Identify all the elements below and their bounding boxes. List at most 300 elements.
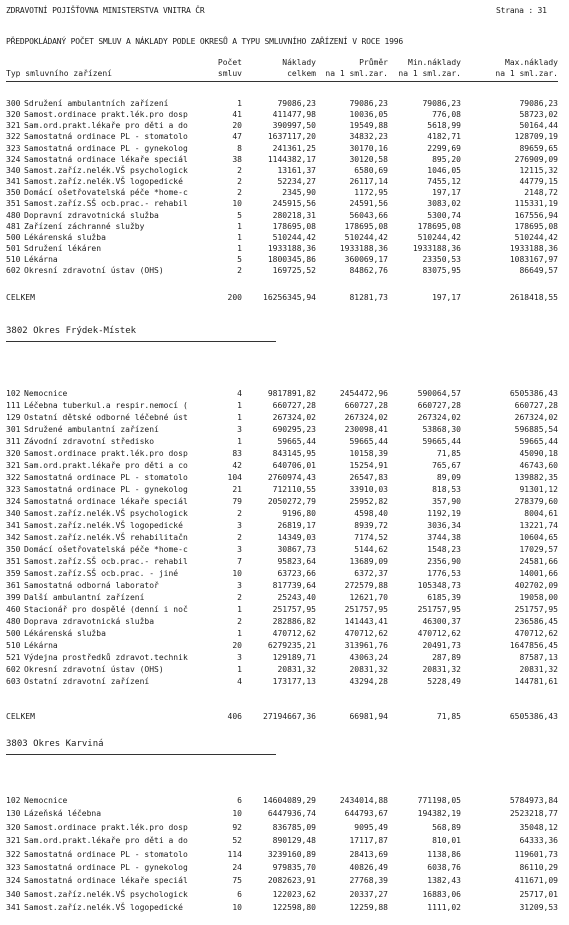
value-cell: 139882,35 xyxy=(514,473,558,482)
value-cell: 390997,50 xyxy=(272,121,316,131)
value-cell: 42 xyxy=(232,461,242,470)
header-rule xyxy=(6,81,558,82)
value-cell: 2345,90 xyxy=(282,188,316,198)
total-cell: 2618418,55 xyxy=(509,293,558,302)
value-cell: 194382,19 xyxy=(417,809,461,819)
table-row xyxy=(0,616,569,627)
type-code: 322 xyxy=(6,849,21,859)
value-cell: 267324,02 xyxy=(417,413,461,422)
type-name: Samost.zaříz.SŠ ocb.prac.- rehabil xyxy=(24,557,188,566)
value-cell: 26547,83 xyxy=(349,473,388,482)
value-cell: 79 xyxy=(232,497,242,506)
table-row xyxy=(0,795,569,806)
value-cell: 1382,43 xyxy=(427,876,461,886)
type-code: 480 xyxy=(6,617,21,626)
table-row xyxy=(0,664,569,675)
value-cell: 20491,73 xyxy=(422,641,461,650)
type-name: Nemocnice xyxy=(24,389,68,398)
type-name: Samost.ordinace prakt.lék.pro dosp xyxy=(24,449,188,458)
table-row xyxy=(0,109,569,120)
value-cell: 92 xyxy=(232,822,242,832)
type-code: 342 xyxy=(6,533,21,542)
value-cell: 83 xyxy=(232,449,242,458)
value-cell: 510244,42 xyxy=(272,232,316,242)
value-cell: 6185,39 xyxy=(427,593,461,602)
value-cell: 75 xyxy=(232,876,242,886)
total-cell: 27194667,36 xyxy=(263,712,316,721)
value-cell: 20 xyxy=(232,121,242,131)
value-cell: 141443,41 xyxy=(344,617,388,626)
type-code: 350 xyxy=(6,188,21,198)
value-cell: 282886,82 xyxy=(272,617,316,626)
type-code: 460 xyxy=(6,605,21,614)
value-cell: 10604,65 xyxy=(519,533,558,542)
value-cell: 178695,08 xyxy=(344,221,388,231)
value-cell: 9095,49 xyxy=(354,822,388,832)
value-cell: 20831,32 xyxy=(277,665,316,674)
value-cell: 46743,60 xyxy=(519,461,558,470)
table-row xyxy=(0,232,569,243)
value-cell: 24581,66 xyxy=(519,557,558,566)
table-row xyxy=(0,472,569,483)
value-cell: 30170,16 xyxy=(349,143,388,153)
value-cell: 2 xyxy=(237,593,242,602)
type-code: 321 xyxy=(6,461,21,470)
value-cell: 251757,95 xyxy=(344,605,388,614)
total-label: CELKEM xyxy=(6,712,35,721)
value-cell: 5784973,84 xyxy=(509,796,558,805)
col-cost-label-2: celkem xyxy=(287,69,316,78)
type-code: 323 xyxy=(6,863,21,872)
value-cell: 15254,91 xyxy=(349,461,388,470)
type-name: Samost.zaříz.SŠ ocb.prac.- rehabil xyxy=(24,199,188,209)
value-cell: 167556,94 xyxy=(514,210,558,220)
value-cell: 59665,44 xyxy=(519,437,558,446)
type-name: Okresní zdravotní ústav (OHS) xyxy=(24,665,164,674)
value-cell: 660727,28 xyxy=(344,401,388,410)
value-cell: 6447936,74 xyxy=(267,809,316,819)
type-code: 510 xyxy=(6,255,21,265)
value-cell: 818,53 xyxy=(432,485,461,494)
value-cell: 3083,02 xyxy=(427,199,461,209)
value-cell: 26117,14 xyxy=(349,177,388,187)
type-code: 301 xyxy=(6,425,21,434)
value-cell: 52 xyxy=(232,836,242,846)
table-row xyxy=(0,131,569,142)
value-cell: 35048,12 xyxy=(519,822,558,832)
value-cell: 25717,01 xyxy=(519,889,558,899)
value-cell: 10036,05 xyxy=(349,110,388,120)
value-cell: 12621,70 xyxy=(349,593,388,602)
type-name: Samostatná ordinace PL - stomatolo xyxy=(24,849,188,859)
value-cell: 4182,71 xyxy=(427,132,461,142)
value-cell: 596885,54 xyxy=(514,425,558,434)
value-cell: 411671,09 xyxy=(514,876,558,886)
value-cell: 119601,73 xyxy=(514,849,558,859)
value-cell: 2760974,43 xyxy=(267,473,316,482)
table-row xyxy=(0,221,569,232)
col-min-label-1: Min.náklady xyxy=(408,58,461,67)
value-cell: 9196,80 xyxy=(282,509,316,518)
value-cell: 40826,49 xyxy=(349,863,388,872)
value-cell: 79086,23 xyxy=(349,99,388,108)
col-min-label-2: na 1 sml.zar. xyxy=(398,69,461,78)
type-name: Okresní zdravotní ústav (OHS) xyxy=(24,266,164,276)
type-name: Samostatná ordinace PL - stomatolo xyxy=(24,132,188,142)
value-cell: 59665,44 xyxy=(277,437,316,446)
value-cell: 53868,30 xyxy=(422,425,461,434)
value-cell: 58723,02 xyxy=(519,110,558,120)
value-cell: 1 xyxy=(237,665,242,674)
value-cell: 3 xyxy=(237,545,242,554)
type-name: Samostatná ordinace PL - gynekolog xyxy=(24,143,188,153)
table-row xyxy=(0,436,569,447)
value-cell: 2 xyxy=(237,617,242,626)
type-code: 102 xyxy=(6,389,21,398)
value-cell: 2 xyxy=(237,509,242,518)
value-cell: 46300,37 xyxy=(422,617,461,626)
value-cell: 660727,28 xyxy=(272,401,316,410)
value-cell: 1 xyxy=(237,437,242,446)
table-row xyxy=(0,496,569,507)
type-code: 321 xyxy=(6,836,21,846)
type-name: Samost.zaříz.nelék.VŠ logopedické xyxy=(24,521,183,530)
value-cell: 128709,19 xyxy=(514,132,558,142)
type-name: Další ambulantní zařízení xyxy=(24,593,145,602)
value-cell: 3744,38 xyxy=(427,533,461,542)
value-cell: 1111,02 xyxy=(427,903,461,913)
value-cell: 10 xyxy=(232,903,242,913)
table-row xyxy=(0,902,569,913)
section-title: 3802 Okres Frýdek-Místek xyxy=(6,326,137,336)
total-row xyxy=(0,711,569,722)
type-name: Lékárenská služba xyxy=(24,232,106,242)
value-cell: 272579,88 xyxy=(344,581,388,590)
value-cell: 13161,37 xyxy=(277,165,316,175)
value-cell: 6038,76 xyxy=(427,863,461,872)
value-cell: 1933188,36 xyxy=(509,243,558,253)
value-cell: 41 xyxy=(232,110,242,120)
type-name: Lázeňská léčebna xyxy=(24,809,102,819)
value-cell: 510244,42 xyxy=(417,232,461,242)
value-cell: 360069,17 xyxy=(344,255,388,265)
total-cell: 16256345,94 xyxy=(263,293,316,302)
total-cell: 200 xyxy=(227,293,242,302)
type-name: Stacionář pro dospělé (denní i noč xyxy=(24,605,188,614)
total-cell: 197,17 xyxy=(432,293,461,302)
table-row xyxy=(0,544,569,555)
table-row xyxy=(0,198,569,209)
value-cell: 24 xyxy=(232,863,242,872)
value-cell: 690295,23 xyxy=(272,425,316,434)
value-cell: 470712,62 xyxy=(417,629,461,638)
table-row xyxy=(0,412,569,423)
value-cell: 251757,95 xyxy=(417,605,461,614)
type-name: Samostatná ordinace PL - gynekolog xyxy=(24,485,188,494)
col-avg-label-1: Průměr xyxy=(359,58,388,67)
value-cell: 1933188,36 xyxy=(267,243,316,253)
value-cell: 278379,60 xyxy=(514,497,558,506)
value-cell: 817739,64 xyxy=(272,581,316,590)
table-row xyxy=(0,448,569,459)
value-cell: 105348,73 xyxy=(417,581,461,590)
value-cell: 236586,45 xyxy=(514,617,558,626)
value-cell: 776,08 xyxy=(432,110,461,120)
type-code: 320 xyxy=(6,822,21,832)
value-cell: 17117,87 xyxy=(349,836,388,846)
value-cell: 79086,23 xyxy=(519,99,558,108)
value-cell: 411477,98 xyxy=(272,110,316,120)
total-cell: 81281,73 xyxy=(349,293,388,302)
value-cell: 4598,40 xyxy=(354,509,388,518)
col-avg-label-2: na 1 sml.zar. xyxy=(325,69,388,78)
value-cell: 31209,53 xyxy=(519,903,558,913)
type-code: 130 xyxy=(6,809,21,819)
value-cell: 64333,36 xyxy=(519,836,558,846)
type-name: Léčebna tuberkul.a respir.nemocí ( xyxy=(24,401,188,410)
value-cell: 1637117,20 xyxy=(267,132,316,142)
total-cell: 6505386,43 xyxy=(509,712,558,721)
table-row xyxy=(0,532,569,543)
table-row xyxy=(0,520,569,531)
type-code: 603 xyxy=(6,677,21,686)
value-cell: 14001,66 xyxy=(519,569,558,578)
value-cell: 14604089,29 xyxy=(263,796,316,805)
value-cell: 129189,71 xyxy=(272,653,316,662)
type-code: 480 xyxy=(6,210,21,220)
type-code: 500 xyxy=(6,232,21,242)
type-name: Ostatní zdravotní zařízení xyxy=(24,677,150,686)
value-cell: 7174,52 xyxy=(354,533,388,542)
value-cell: 19058,00 xyxy=(519,593,558,602)
value-cell: 13689,09 xyxy=(349,557,388,566)
type-code: 324 xyxy=(6,154,21,164)
value-cell: 3 xyxy=(237,521,242,530)
value-cell: 23350,53 xyxy=(422,255,461,265)
value-cell: 30867,73 xyxy=(277,545,316,554)
table-row xyxy=(0,508,569,519)
type-code: 341 xyxy=(6,903,21,913)
type-name: Samostatná ordinace lékaře speciál xyxy=(24,497,188,506)
value-cell: 2356,90 xyxy=(427,557,461,566)
value-cell: 1 xyxy=(237,413,242,422)
type-name: Lékárna xyxy=(24,255,58,265)
col-count-label-1: Počet xyxy=(217,58,242,67)
table-row xyxy=(0,808,569,819)
type-name: Sdružené ambulantní zařízení xyxy=(24,425,159,434)
type-name: Dopravní zdravotnická služba xyxy=(24,210,159,220)
value-cell: 95823,64 xyxy=(277,557,316,566)
table-row xyxy=(0,568,569,579)
type-name: Ostatní dětské odborné léčebné úst xyxy=(24,413,188,422)
type-name: Samost.ordinace prakt.lék.pro dosp xyxy=(24,822,188,832)
value-cell: 20 xyxy=(232,641,242,650)
value-cell: 470712,62 xyxy=(514,629,558,638)
value-cell: 79086,23 xyxy=(277,99,316,108)
page-number: Strana : 31 xyxy=(496,6,547,15)
type-name: Sdružení lékáren xyxy=(24,243,102,253)
table-row xyxy=(0,243,569,254)
total-row xyxy=(0,292,569,303)
type-code: 500 xyxy=(6,629,21,638)
report-subtitle: PŘEDPOKLÁDANÝ POČET SMLUV A NÁKLADY PODLE OKRESŮ A TYPU SMLUVNÍHO ZAŘÍZENÍ V ROCE 1996 xyxy=(6,37,404,46)
value-cell: 87587,13 xyxy=(519,653,558,662)
table-row xyxy=(0,176,569,187)
value-cell: 173177,13 xyxy=(272,677,316,686)
table-row xyxy=(0,210,569,221)
table-row xyxy=(0,889,569,900)
value-cell: 712110,55 xyxy=(272,485,316,494)
value-cell: 4 xyxy=(237,677,242,686)
value-cell: 251757,95 xyxy=(272,605,316,614)
type-name: Samost.zaříz.nelék.VŠ psychologick xyxy=(24,165,188,175)
value-cell: 63723,66 xyxy=(277,569,316,578)
value-cell: 122023,62 xyxy=(272,889,316,899)
table-row xyxy=(0,388,569,399)
value-cell: 16883,06 xyxy=(422,889,461,899)
value-cell: 21 xyxy=(232,485,242,494)
type-name: Samost.zaříz.nelék.VŠ logopedické xyxy=(24,903,183,913)
value-cell: 5618,99 xyxy=(427,121,461,131)
value-cell: 6 xyxy=(237,889,242,899)
type-name: Doprava zdravotnická služba xyxy=(24,617,155,626)
value-cell: 197,17 xyxy=(432,188,461,198)
value-cell: 17029,57 xyxy=(519,545,558,554)
type-code: 340 xyxy=(6,509,21,518)
value-cell: 836785,09 xyxy=(272,822,316,832)
value-cell: 357,90 xyxy=(432,497,461,506)
value-cell: 27768,39 xyxy=(349,876,388,886)
table-row xyxy=(0,862,569,873)
value-cell: 267324,02 xyxy=(272,413,316,422)
type-code: 350 xyxy=(6,545,21,554)
value-cell: 470712,62 xyxy=(272,629,316,638)
value-cell: 38 xyxy=(232,154,242,164)
total-label: CELKEM xyxy=(6,293,35,302)
value-cell: 45090,18 xyxy=(519,449,558,458)
value-cell: 843145,95 xyxy=(272,449,316,458)
type-name: Sdružení ambulantních zařízení xyxy=(24,99,169,108)
value-cell: 28413,69 xyxy=(349,849,388,859)
table-row xyxy=(0,400,569,411)
value-cell: 5300,74 xyxy=(427,210,461,220)
value-cell: 30120,58 xyxy=(349,154,388,164)
value-cell: 1933188,36 xyxy=(339,243,388,253)
value-cell: 245915,56 xyxy=(272,199,316,209)
table-row xyxy=(0,424,569,435)
value-cell: 5 xyxy=(237,255,242,265)
value-cell: 1 xyxy=(237,99,242,108)
type-code: 501 xyxy=(6,243,21,253)
type-code: 324 xyxy=(6,497,21,506)
total-cell: 71,85 xyxy=(436,712,461,721)
value-cell: 2434014,88 xyxy=(339,796,388,805)
type-code: 324 xyxy=(6,876,21,886)
value-cell: 470712,62 xyxy=(344,629,388,638)
type-code: 341 xyxy=(6,177,21,187)
value-cell: 2454472,96 xyxy=(339,389,388,398)
value-cell: 1138,86 xyxy=(427,849,461,859)
type-code: 111 xyxy=(6,401,21,410)
value-cell: 89,09 xyxy=(436,473,461,482)
value-cell: 6279235,21 xyxy=(267,641,316,650)
value-cell: 1548,23 xyxy=(427,545,461,554)
value-cell: 1 xyxy=(237,232,242,242)
value-cell: 59665,44 xyxy=(422,437,461,446)
value-cell: 79086,23 xyxy=(422,99,461,108)
table-row xyxy=(0,640,569,651)
value-cell: 1 xyxy=(237,221,242,231)
value-cell: 86649,57 xyxy=(519,266,558,276)
table-row xyxy=(0,580,569,591)
value-cell: 10158,39 xyxy=(349,449,388,458)
value-cell: 1800345,86 xyxy=(267,255,316,265)
col-count-label-2: smluv xyxy=(217,69,242,78)
section-title: 3803 Okres Karviná xyxy=(6,739,104,749)
value-cell: 280218,31 xyxy=(272,210,316,220)
value-cell: 765,67 xyxy=(432,461,461,470)
type-name: Sam.ord.prakt.lékaře pro děti a do xyxy=(24,836,188,846)
value-cell: 3239160,89 xyxy=(267,849,316,859)
value-cell: 13221,74 xyxy=(519,521,558,530)
value-cell: 91301,12 xyxy=(519,485,558,494)
value-cell: 34832,23 xyxy=(349,132,388,142)
type-code: 340 xyxy=(6,165,21,175)
value-cell: 810,01 xyxy=(432,836,461,846)
value-cell: 52234,27 xyxy=(277,177,316,187)
table-row xyxy=(0,628,569,639)
value-cell: 104 xyxy=(227,473,242,482)
value-cell: 1172,95 xyxy=(354,188,388,198)
type-code: 361 xyxy=(6,581,21,590)
value-cell: 19549,88 xyxy=(349,121,388,131)
section-rule xyxy=(6,754,276,755)
value-cell: 89659,65 xyxy=(519,143,558,153)
type-name: Lékárna xyxy=(24,641,58,650)
value-cell: 20831,32 xyxy=(519,665,558,674)
value-cell: 20337,27 xyxy=(349,889,388,899)
type-name: Výdejna prostředků zdravot.technik xyxy=(24,653,188,662)
value-cell: 590064,57 xyxy=(417,389,461,398)
type-code: 399 xyxy=(6,593,21,602)
value-cell: 44779,15 xyxy=(519,177,558,187)
type-code: 521 xyxy=(6,653,21,662)
value-cell: 895,20 xyxy=(432,154,461,164)
value-cell: 25243,40 xyxy=(277,593,316,602)
value-cell: 8004,61 xyxy=(524,509,558,518)
type-name: Sam.ord.prakt.lékaře pro děti a co xyxy=(24,461,188,470)
table-row xyxy=(0,875,569,886)
value-cell: 10 xyxy=(232,569,242,578)
value-cell: 3 xyxy=(237,425,242,434)
value-cell: 1647856,45 xyxy=(509,641,558,650)
org-name: ZDRAVOTNÍ POJIŠŤOVNA MINISTERSTVA VNITRA ČR xyxy=(6,6,205,15)
value-cell: 86110,29 xyxy=(519,863,558,872)
total-cell: 406 xyxy=(227,712,242,721)
value-cell: 33910,03 xyxy=(349,485,388,494)
value-cell: 8 xyxy=(237,143,242,153)
value-cell: 178695,08 xyxy=(417,221,461,231)
table-row xyxy=(0,120,569,131)
value-cell: 1 xyxy=(237,243,242,253)
type-name: Samostatná odborná laboratoř xyxy=(24,581,159,590)
value-cell: 7 xyxy=(237,557,242,566)
value-cell: 10 xyxy=(232,199,242,209)
type-name: Závodní zdravotní středisko xyxy=(24,437,155,446)
table-row xyxy=(0,265,569,276)
value-cell: 9817891,82 xyxy=(267,389,316,398)
type-code: 481 xyxy=(6,221,21,231)
